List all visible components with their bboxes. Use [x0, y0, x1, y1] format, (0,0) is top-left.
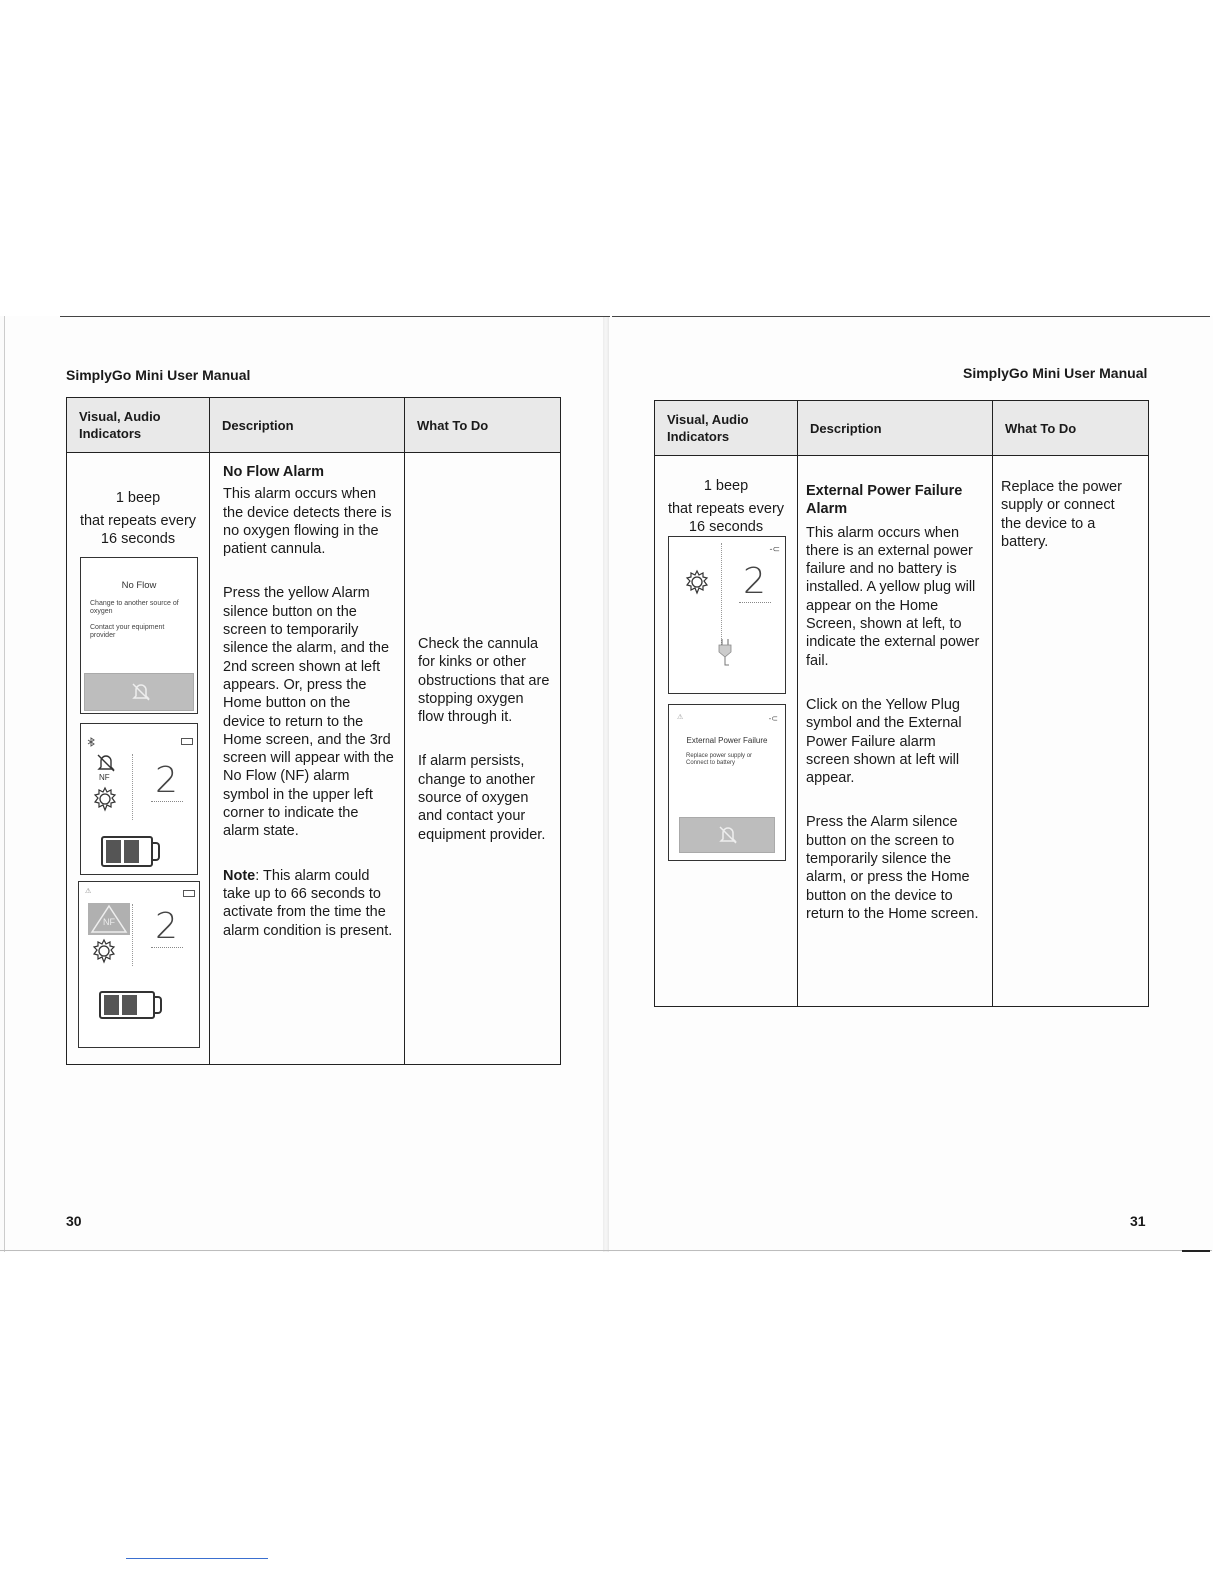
- beep-line-3: 16 seconds: [100, 531, 176, 547]
- mini-battery-icon: [181, 738, 193, 745]
- todo-step-1: Replace the power supply or connect the device to a battery.: [1001, 479, 1122, 550]
- todo-step-2: If alarm persists, change to another source of oxygen and contact your equipment provider.: [418, 753, 546, 843]
- bell-muted-icon: [94, 751, 118, 775]
- beep-text: [655, 477, 797, 537]
- alarm-silence-button[interactable]: [679, 817, 775, 853]
- note-text: : This alarm could take up to 66 seconds to activate from the time the alarm condition is present.: [223, 867, 393, 939]
- digit-underline: [739, 602, 771, 603]
- screen-alarm-line-1: Replace power supply or: [686, 753, 753, 759]
- alarm-table-left: [66, 397, 561, 1065]
- screen-alarm-title: No Flow: [121, 580, 157, 591]
- battery-icon: [101, 836, 153, 867]
- what-to-do-cell: [405, 453, 561, 1065]
- alarm-silence-instructions: Press the Alarm silence button on the screen to temporarily silence the alarm, or press the Home button on the device to return to the Home screen.: [806, 814, 979, 922]
- beep-line-2: that repeats every: [79, 512, 197, 529]
- warning-icon: ⚠: [85, 888, 92, 895]
- home-screen-nf-alarm: [80, 723, 198, 875]
- alarm-silence-button[interactable]: [84, 673, 194, 711]
- warning-icon: ⚠: [677, 714, 684, 721]
- header-what-to-do: What To Do: [405, 398, 561, 453]
- screen-alarm-line-1: Change to another source of oxygen: [90, 600, 179, 615]
- book-gutter: [603, 316, 609, 1252]
- digit-underline: [151, 947, 183, 948]
- alarm-table-right: [654, 400, 1149, 1007]
- alarm-note: [223, 867, 394, 940]
- header-visual: Visual, Audio Indicators: [655, 401, 798, 456]
- divider: [132, 754, 133, 820]
- running-head-right: SimplyGo Mini User Manual: [963, 365, 1148, 381]
- header-description: Description: [210, 398, 405, 453]
- flow-setting-digit: 2: [743, 561, 766, 602]
- alarm-instructions: Click on the Yellow Plug symbol and the External Power Failure alarm screen shown at left will appear.: [806, 696, 962, 787]
- visual-cell: [655, 456, 798, 1007]
- alarm-instructions: Press the yellow Alarm silence button on the screen to temporarily silence the alarm, and the 2nd screen shown at left appears. Or, press the Home button on the device to return to the Home screen, and the 3rd screen will appear with the No Flow (NF) alarm symbol in the upper left corner to indicate the alarm state.: [223, 585, 394, 840]
- battery-tip: [155, 996, 162, 1014]
- alarm-description: This alarm occurs when the device detects there is no oxygen flowing in the patient cannula.: [223, 486, 392, 558]
- beep-text: [67, 489, 209, 549]
- bell-muted-icon: [129, 680, 153, 704]
- battery-icon: [99, 991, 155, 1019]
- gear-icon: [92, 786, 118, 812]
- flow-setting-digit: 2: [155, 760, 178, 801]
- alarm-title: External Power Failure Alarm: [806, 483, 963, 518]
- gear-icon: [91, 938, 117, 964]
- screen-alarm-line-2: Contact your equipment provider: [90, 624, 165, 639]
- battery-tip: [153, 842, 160, 861]
- plug-status-icon: -⊂: [769, 544, 780, 554]
- note-label: Note: [223, 867, 256, 884]
- beep-line-3: 16 seconds: [688, 519, 764, 535]
- divider: [721, 543, 722, 647]
- page-number-right: 31: [1130, 1213, 1146, 1229]
- left-top-rule: [60, 316, 610, 317]
- divider: [132, 904, 133, 966]
- flow-setting-digit: 2: [155, 906, 178, 947]
- screen-alarm-line-2: Connect to battery: [686, 760, 736, 766]
- bluetooth-icon: [86, 737, 96, 747]
- external-power-failure-screen: [668, 704, 786, 861]
- external-power-row: [655, 456, 1149, 1007]
- nf-label: NF: [103, 917, 115, 927]
- nf-alarm-symbol[interactable]: [88, 903, 130, 935]
- home-screen-plug: [668, 536, 786, 694]
- nf-label: NF: [99, 773, 110, 782]
- page-number-left: 30: [66, 1213, 82, 1229]
- gear-icon: [684, 569, 710, 595]
- todo-step-1: Check the cannula for kinks or other obstructions that are stopping oxygen flow through it.: [418, 636, 550, 726]
- alarm-description: This alarm occurs when there is an external power failure and no battery is installed. A yellow plug will appear on the Home Screen, shown at left, to indicate the external power fail.: [806, 524, 980, 669]
- no-flow-row: [67, 453, 561, 1065]
- table-header-row: [655, 401, 1149, 456]
- screen-alarm-title: External Power Failure: [686, 736, 768, 745]
- edge-mark: [1182, 1250, 1210, 1252]
- beep-line-2: that repeats every: [667, 500, 785, 517]
- beep-line-1: 1 beep: [703, 478, 749, 494]
- yellow-plug-icon[interactable]: [715, 637, 735, 667]
- visual-cell: [67, 453, 210, 1065]
- bottom-rule: [0, 1250, 1212, 1251]
- alarm-title: No Flow Alarm: [223, 464, 324, 480]
- mini-battery-icon: [183, 890, 195, 897]
- plug-status-icon: -⊂: [768, 714, 778, 723]
- scan-artifact-line: [126, 1558, 268, 1559]
- table-header-row: [67, 398, 561, 453]
- right-top-rule: [612, 316, 1210, 317]
- running-head-left: SimplyGo Mini User Manual: [66, 367, 251, 383]
- header-what-to-do: What To Do: [993, 401, 1149, 456]
- what-to-do-cell: [993, 456, 1149, 1007]
- header-description: Description: [798, 401, 993, 456]
- header-visual: Visual, Audio Indicators: [67, 398, 210, 453]
- description-cell: [210, 453, 405, 1065]
- no-flow-alarm-screen: [80, 557, 198, 714]
- description-cell: [798, 456, 993, 1007]
- digit-underline: [151, 801, 183, 802]
- bell-muted-icon: [716, 823, 740, 847]
- beep-line-1: 1 beep: [115, 490, 161, 506]
- home-screen-nf-symbol: [78, 881, 200, 1048]
